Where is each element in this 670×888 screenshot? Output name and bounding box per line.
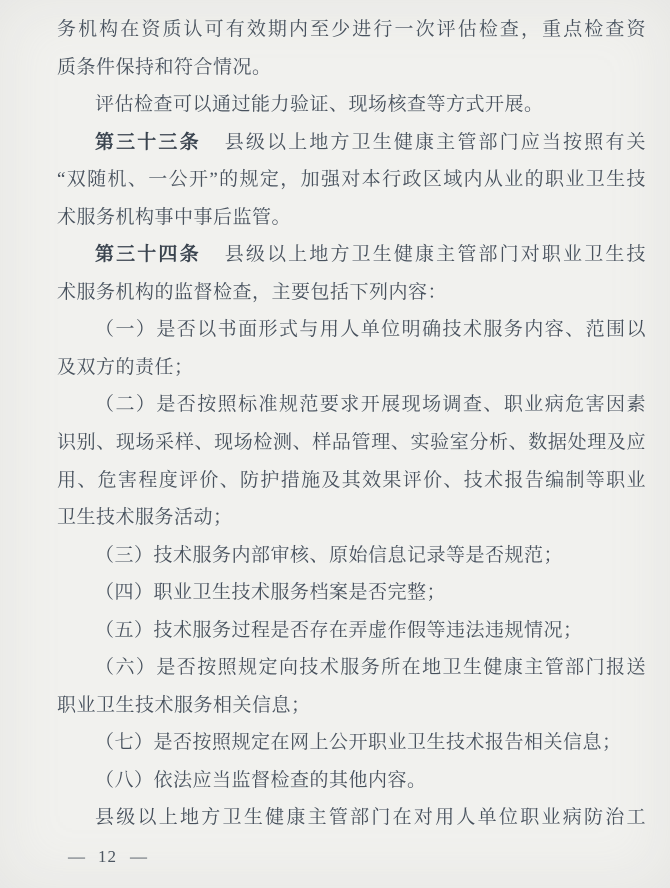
- text-line: [57, 799, 646, 837]
- text-line: [57, 161, 646, 199]
- line-text: 识别、现场采样、现场检测、样品管理、实验室分析、数据处理及应: [57, 432, 646, 454]
- text-line: [57, 386, 646, 424]
- line-text: 职业卫生技术服务相关信息；: [57, 694, 311, 716]
- article-number: 第三十四条: [95, 244, 201, 266]
- text-line: [57, 649, 646, 687]
- text-line: [57, 574, 646, 612]
- line-text: 县级以上地方卫生健康主管部门应当按照有关: [224, 131, 646, 153]
- article-number: 第三十三条: [95, 131, 201, 153]
- line-text: （五）技术服务过程是否存在弄虚作假等违法违规情况；: [95, 619, 583, 641]
- article-heading-line: [57, 236, 646, 274]
- line-text: （三）技术服务内部审核、原始信息记录等是否规范；: [95, 544, 564, 566]
- text-line: [57, 11, 646, 49]
- footer-page-number: 12: [98, 847, 117, 866]
- line-text: 务机构在资质认可有效期内至少进行一次评估检查，重点检查资: [57, 19, 646, 40]
- footer-left-dash: —: [68, 847, 85, 866]
- text-line: [57, 462, 646, 500]
- text-line: [57, 86, 646, 124]
- text-line: [57, 274, 646, 312]
- page-footer: [68, 846, 147, 868]
- footer-right-dash: —: [130, 847, 147, 866]
- text-line: [57, 724, 646, 762]
- text-line: [57, 424, 646, 462]
- line-text: 及双方的责任；: [57, 356, 194, 378]
- text-line: [57, 612, 646, 650]
- document-body: [57, 11, 646, 837]
- article-heading-line: [57, 124, 646, 162]
- line-text: 评估检查可以通过能力验证、现场核查等方式开展。: [95, 94, 544, 116]
- text-line: [57, 199, 646, 237]
- text-line: [57, 762, 646, 800]
- line-text: 县级以上地方卫生健康主管部门在对用人单位职业病防治工: [95, 807, 646, 829]
- line-text: （六）是否按照规定向技术服务所在地卫生健康主管部门报送: [95, 657, 646, 679]
- line-text: （四）职业卫生技术服务档案是否完整；: [95, 582, 447, 604]
- text-line: [57, 349, 646, 387]
- line-text: 质条件保持和符合情况。: [57, 56, 272, 78]
- line-text: （一）是否以书面形式与用人单位明确技术服务内容、范围以: [95, 319, 646, 341]
- text-line: [57, 499, 646, 537]
- line-text: 用、危害程度评价、防护措施及其效果评价、技术报告编制等职业: [57, 469, 646, 491]
- text-line: [57, 537, 646, 575]
- text-line: [57, 687, 646, 725]
- text-line: [57, 311, 646, 349]
- line-text: “双随机、一公开”的规定，加强对本行政区域内从业的职业卫生技: [57, 169, 646, 191]
- line-text: 术服务机构的监督检查，主要包括下列内容：: [57, 281, 448, 303]
- line-text: 术服务机构事中事后监管。: [57, 206, 292, 228]
- line-text: （二）是否按照标准规范要求开展现场调查、职业病危害因素: [95, 394, 646, 416]
- line-text: （八）依法应当监督检查的其他内容。: [95, 769, 427, 791]
- line-text: 卫生技术服务活动；: [57, 507, 233, 529]
- text-line: [57, 49, 646, 87]
- line-text: （七）是否按照规定在网上公开职业卫生技术报告相关信息；: [95, 732, 622, 754]
- line-text: 县级以上地方卫生健康主管部门对职业卫生技: [224, 244, 646, 266]
